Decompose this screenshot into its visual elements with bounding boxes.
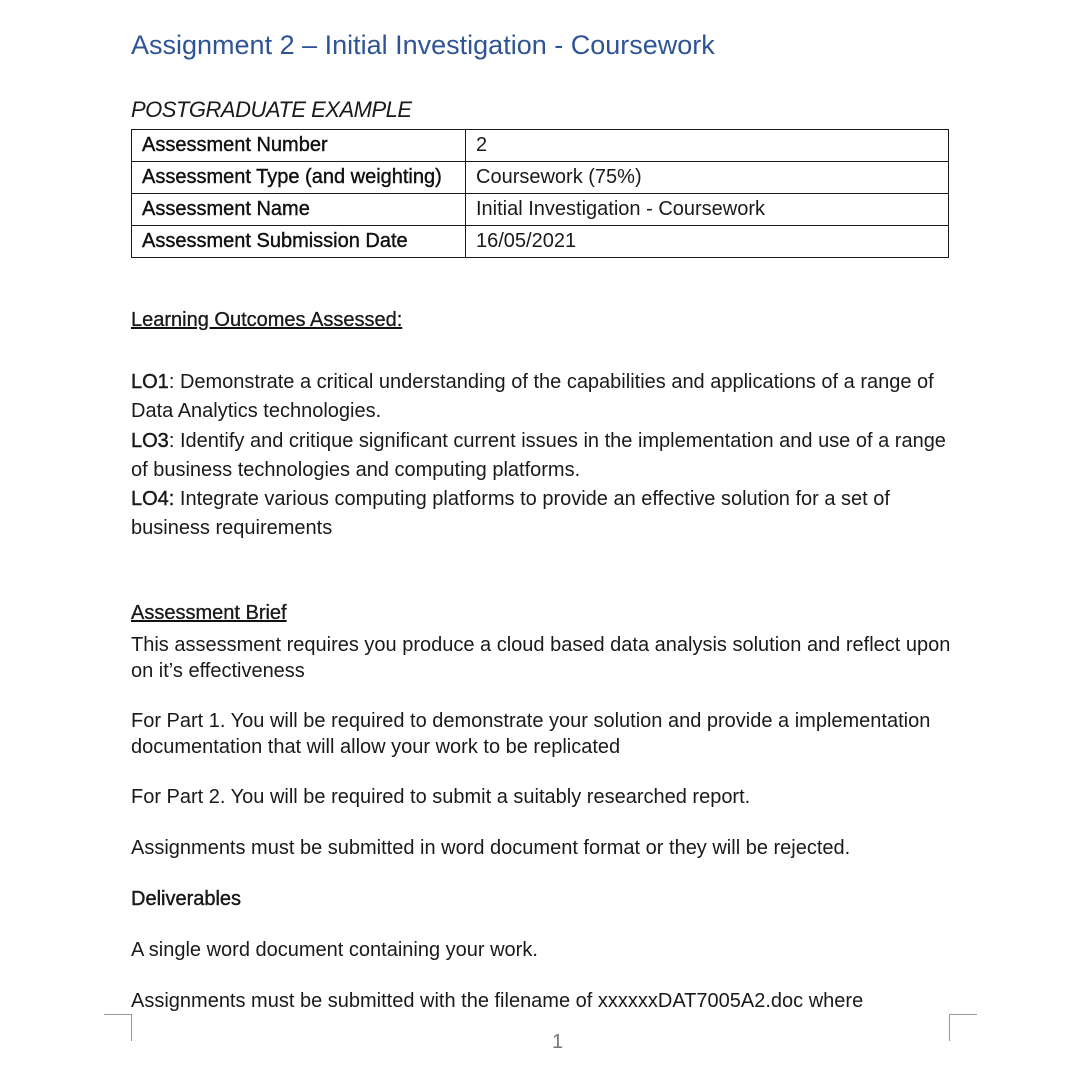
lo-text: Identify and critique significant current issues in the implementation and use of a range of business technologies and computing platforms. (131, 429, 946, 481)
learning-outcome-item (131, 427, 961, 486)
assessment-type-value: Coursework (75%) (466, 162, 949, 194)
learning-outcomes-list (131, 368, 961, 544)
assessment-number-value: 2 (466, 130, 949, 162)
lo-separator: : (168, 371, 180, 393)
assessment-info-table (131, 129, 949, 258)
table-row (132, 194, 949, 226)
table-row (132, 162, 949, 194)
assessment-name-label: Assessment Name (132, 194, 466, 226)
lo-code: LO1 (131, 371, 169, 393)
brief-part1: For Part 1. You will be required to demonstrate your solution and provide a implementation documentation that will allow your work to be replicated (131, 710, 931, 758)
table-row (132, 130, 949, 162)
format-note: Assignments must be submitted in word document format or they will be rejected. (131, 837, 851, 859)
page-margin-corner-left (104, 1014, 132, 1041)
filename-note: Assignments must be submitted with the filename of xxxxxxDAT7005A2.doc where (131, 990, 864, 1012)
learning-outcome-item (131, 368, 961, 427)
assessment-name-value: Initial Investigation - Coursework (466, 194, 949, 226)
lo-code: LO3 (131, 429, 169, 452)
lo-text: Integrate various computing platforms to provide an effective solution for a set of business requirements (131, 488, 890, 540)
submission-date-label: Assessment Submission Date (132, 226, 466, 258)
brief-intro: This assessment requires you produce a cloud based data analysis solution and reflect upon on it’s effectiveness (131, 634, 951, 682)
page-margin-corner-right (949, 1014, 977, 1041)
assessment-brief-heading: Assessment Brief (131, 602, 287, 624)
postgraduate-example-label: POSTGRADUATE EXAMPLE (131, 97, 412, 122)
deliverables-text: A single word document containing your work. (131, 939, 538, 961)
learning-outcomes-heading: Learning Outcomes Assessed: (131, 309, 403, 331)
learning-outcome-item (131, 485, 961, 544)
table-row (132, 226, 949, 258)
deliverables-heading: Deliverables (131, 888, 242, 910)
lo-code: LO4: (131, 488, 175, 511)
lo-separator: : (168, 429, 180, 452)
submission-date-value: 16/05/2021 (466, 226, 949, 258)
document-title: Assignment 2 – Initial Investigation - Coursework (131, 30, 715, 60)
assessment-type-label: Assessment Type (and weighting) (132, 162, 466, 194)
assessment-number-label: Assessment Number (132, 130, 466, 162)
page-number: 1 (552, 1031, 564, 1053)
lo-text: Demonstrate a critical understanding of the capabilities and applications of a range of Data Analytics technologies. (131, 371, 934, 423)
brief-part2: For Part 2. You will be required to submit a suitably researched report. (131, 786, 751, 808)
